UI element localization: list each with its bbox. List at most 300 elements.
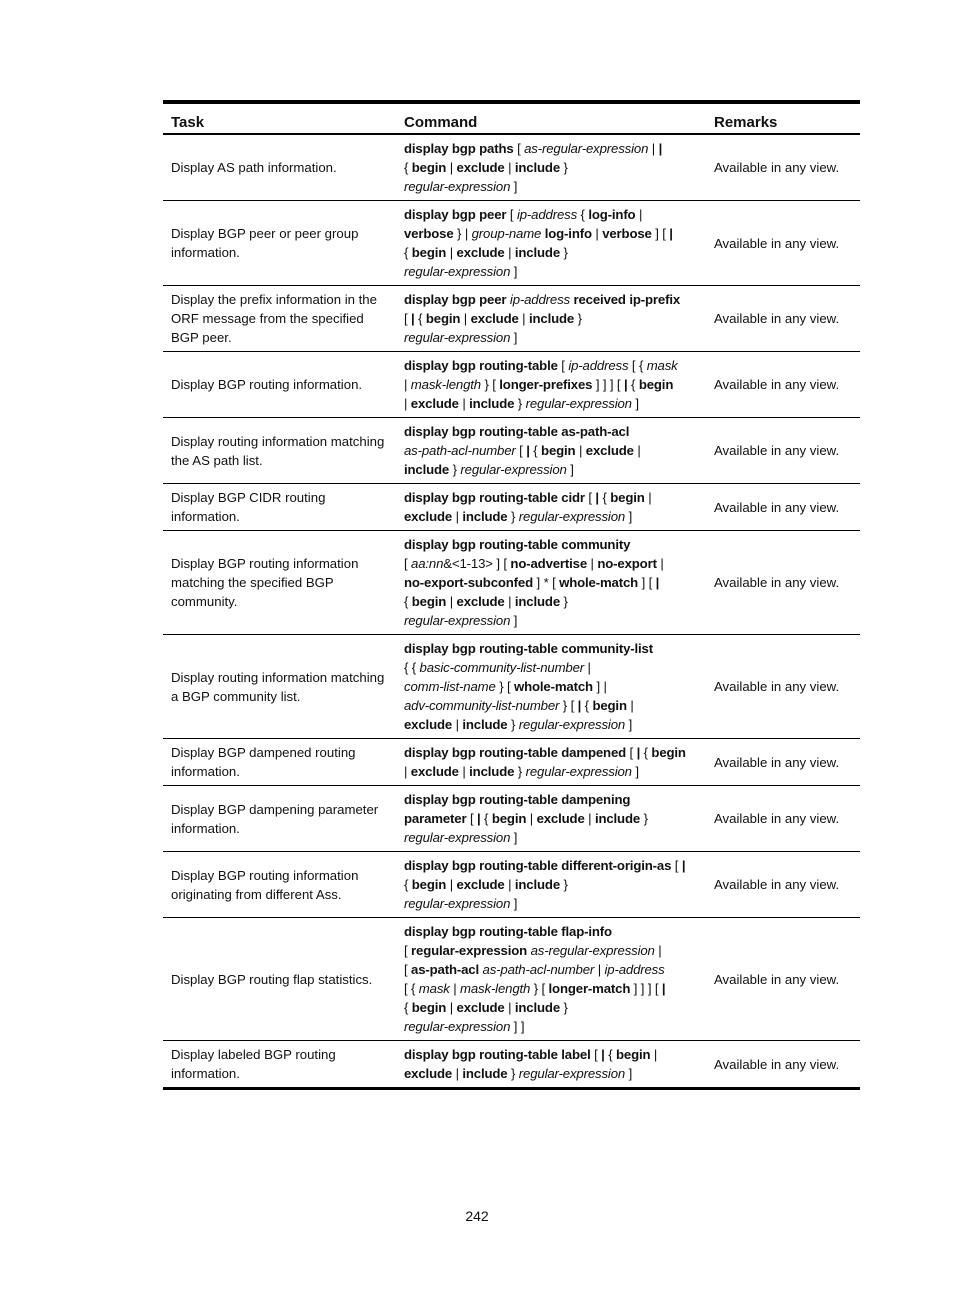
syntax-text: ] <box>510 330 518 345</box>
keyword-text: | <box>601 1047 605 1062</box>
command-line <box>404 856 698 875</box>
argument-text: ip-address <box>509 292 570 307</box>
remarks-cell: Available in any view. <box>706 531 860 635</box>
syntax-text: } <box>514 396 526 411</box>
syntax-text: ] <box>625 1066 633 1081</box>
syntax-text: { <box>627 377 639 392</box>
keyword-text: include <box>594 811 641 826</box>
keyword-text: exclude <box>456 877 505 892</box>
command-line <box>404 139 698 158</box>
syntax-text: ] <box>631 396 639 411</box>
syntax-text: | <box>626 698 634 713</box>
command-line <box>404 828 698 847</box>
keyword-text: display bgp routing-table cidr <box>404 490 585 505</box>
command-cell <box>396 531 706 635</box>
command-line <box>404 422 698 441</box>
syntax-text: ] <box>625 509 633 524</box>
argument-text: group-name <box>471 226 542 241</box>
syntax-text: { <box>581 698 593 713</box>
keyword-text: no-export-subconfed <box>404 575 534 590</box>
keyword-text: exclude <box>410 396 459 411</box>
syntax-text: [ <box>404 311 412 326</box>
keyword-text: log-info <box>588 207 636 222</box>
keyword-text: parameter <box>404 811 467 826</box>
syntax-text: } | <box>453 226 472 241</box>
command-line <box>404 356 698 375</box>
syntax-text: } <box>560 594 568 609</box>
keyword-text: | <box>577 698 582 713</box>
syntax-text: | <box>446 160 457 175</box>
command-line <box>404 941 698 960</box>
command-cell <box>396 418 706 484</box>
keyword-text: exclude <box>404 1066 453 1081</box>
syntax-text: ] ] ] [ <box>630 981 662 996</box>
command-line <box>404 507 698 526</box>
syntax-text: } <box>449 462 461 477</box>
syntax-text: | <box>452 717 463 732</box>
command-line <box>404 262 698 281</box>
syntax-text: | <box>446 1000 457 1015</box>
remarks-cell: Available in any view. <box>706 484 860 531</box>
command-line <box>404 875 698 894</box>
table-row <box>163 201 860 286</box>
command-table <box>163 100 860 1090</box>
command-line <box>404 1017 698 1036</box>
syntax-text: [ <box>557 358 569 373</box>
keyword-text: exclude <box>536 811 585 826</box>
syntax-text: | <box>446 877 457 892</box>
argument-text: mask <box>646 358 678 373</box>
argument-text: ip-address <box>516 207 578 222</box>
syntax-text: { <box>604 1047 616 1062</box>
task-cell: Display the prefix information in the ORF message from the specified BGP peer. <box>163 286 396 352</box>
task-cell: Display BGP routing information originating from different Ass. <box>163 852 396 918</box>
keyword-text: | <box>476 811 481 826</box>
keyword-text: exclude <box>456 594 505 609</box>
keyword-text: longer-match <box>548 981 631 996</box>
argument-text: as-path-acl-number <box>482 962 595 977</box>
task-cell: Display labeled BGP routing information. <box>163 1041 396 1089</box>
syntax-text: | <box>654 943 662 958</box>
argument-text: as-path-acl-number <box>404 443 516 458</box>
command-line <box>404 979 698 998</box>
syntax-text: { <box>414 311 426 326</box>
keyword-text: whole-match <box>514 679 593 694</box>
syntax-text: } [ <box>495 679 514 694</box>
argument-text: mask <box>418 981 450 996</box>
syntax-text: | <box>584 811 595 826</box>
command-cell <box>396 918 706 1041</box>
syntax-text: } [ <box>530 981 549 996</box>
keyword-text: regular-expression <box>411 943 528 958</box>
keyword-text: | <box>411 311 415 326</box>
command-line <box>404 177 698 196</box>
keyword-text: begin <box>592 698 627 713</box>
keyword-text: display bgp routing-table community <box>404 537 631 552</box>
keyword-text: verbose <box>404 226 454 241</box>
keyword-text: display bgp peer <box>404 292 507 307</box>
command-line <box>404 158 698 177</box>
syntax-text: { <box>480 811 492 826</box>
task-cell: Display BGP dampening parameter information. <box>163 786 396 852</box>
task-cell: Display BGP routing information matching the specified BGP community. <box>163 531 396 635</box>
argument-text: comm-list-name <box>404 679 496 694</box>
syntax-text: | <box>446 594 457 609</box>
keyword-text: | <box>661 981 666 996</box>
syntax-text: ] <box>510 830 518 845</box>
syntax-text: } <box>507 509 519 524</box>
command-cell <box>396 1041 706 1089</box>
syntax-text: | <box>518 311 529 326</box>
command-line <box>404 658 698 677</box>
command-line <box>404 554 698 573</box>
syntax-text: } <box>560 1000 568 1015</box>
argument-text: ip-address <box>568 358 629 373</box>
syntax-text: | <box>650 1047 658 1062</box>
keyword-text: begin <box>651 745 686 760</box>
syntax-text: [ <box>515 443 527 458</box>
keyword-text: begin <box>411 1000 447 1015</box>
argument-text: as-regular-expression <box>530 943 655 958</box>
keyword-text: include <box>404 462 450 477</box>
syntax-text: ] [ <box>638 575 656 590</box>
table-row <box>163 786 860 852</box>
table-body <box>163 134 860 1089</box>
syntax-text: ] <box>566 462 574 477</box>
command-line <box>404 375 698 394</box>
task-cell: Display routing information matching the AS path list. <box>163 418 396 484</box>
keyword-text: display bgp routing-table dampening <box>404 792 631 807</box>
keyword-text: include <box>514 594 561 609</box>
command-cell <box>396 484 706 531</box>
syntax-text: } <box>507 1066 519 1081</box>
syntax-text: ] <box>510 179 518 194</box>
command-line <box>404 922 698 941</box>
command-line <box>404 243 698 262</box>
keyword-text: begin <box>615 1047 651 1062</box>
remarks-cell: Available in any view. <box>706 1041 860 1089</box>
keyword-text: begin <box>425 311 461 326</box>
keyword-text: include <box>528 311 575 326</box>
command-line <box>404 592 698 611</box>
keyword-text: | <box>623 377 628 392</box>
syntax-text: | <box>526 811 537 826</box>
syntax-text: | <box>504 594 515 609</box>
syntax-text: | <box>449 981 461 996</box>
syntax-text: | <box>635 207 643 222</box>
syntax-text: | <box>460 311 471 326</box>
remarks-cell: Available in any view. <box>706 852 860 918</box>
keyword-text: no-advertise <box>510 556 588 571</box>
syntax-text: | <box>446 245 457 260</box>
keyword-text: | <box>595 490 599 505</box>
argument-text: regular-expression <box>525 764 632 779</box>
table-row <box>163 1041 860 1089</box>
task-cell: Display routing information matching a BGP community list. <box>163 635 396 739</box>
keyword-text: display bgp routing-table as-path-acl <box>404 424 630 439</box>
syntax-text: { <box>404 1000 412 1015</box>
remarks-cell: Available in any view. <box>706 134 860 201</box>
syntax-text: ] <box>625 717 633 732</box>
command-line <box>404 394 698 413</box>
header-remarks: Remarks <box>706 102 860 134</box>
table-row <box>163 134 860 201</box>
command-line <box>404 205 698 224</box>
argument-text: regular-expression <box>404 330 511 345</box>
keyword-text: begin <box>411 877 447 892</box>
keyword-text: | <box>636 745 641 760</box>
syntax-text: { <box>404 160 412 175</box>
keyword-text: | <box>658 141 663 156</box>
command-line <box>404 488 698 507</box>
syntax-text: | <box>452 1066 463 1081</box>
argument-text: regular-expression <box>525 396 632 411</box>
syntax-text: | <box>633 443 641 458</box>
syntax-text: | <box>404 396 411 411</box>
remarks-cell: Available in any view. <box>706 786 860 852</box>
keyword-text: exclude <box>410 764 459 779</box>
syntax-text: | <box>458 396 470 411</box>
table-row <box>163 531 860 635</box>
command-line <box>404 696 698 715</box>
table-row <box>163 286 860 352</box>
command-line <box>404 1064 698 1083</box>
syntax-text: { <box>529 443 542 458</box>
keyword-text: begin <box>610 490 645 505</box>
argument-text: regular-expression <box>518 509 626 524</box>
table-row <box>163 918 860 1041</box>
command-line <box>404 328 698 347</box>
table-row <box>163 852 860 918</box>
keyword-text: display bgp routing-table flap-info <box>404 924 612 939</box>
syntax-text: | <box>656 556 664 571</box>
syntax-text: [ <box>506 207 517 222</box>
keyword-text: received ip-prefix <box>573 292 681 307</box>
command-line <box>404 1045 698 1064</box>
syntax-text: [ { <box>404 981 419 996</box>
header-command: Command <box>396 102 706 134</box>
command-line <box>404 441 698 460</box>
keyword-text: display bgp routing-table dampened <box>404 745 627 760</box>
syntax-text: [ <box>671 858 682 873</box>
syntax-text: [ <box>584 490 596 505</box>
command-cell <box>396 635 706 739</box>
syntax-text: { <box>404 594 412 609</box>
command-cell <box>396 739 706 786</box>
syntax-text: [ <box>513 141 525 156</box>
argument-text: aa:nn <box>411 556 444 571</box>
argument-text: regular-expression <box>404 264 511 279</box>
keyword-text: include <box>469 396 515 411</box>
task-cell: Display BGP routing flap statistics. <box>163 918 396 1041</box>
command-cell <box>396 852 706 918</box>
syntax-text: | <box>591 226 603 241</box>
command-line <box>404 535 698 554</box>
keyword-text: exclude <box>456 160 505 175</box>
keyword-text: whole-match <box>559 575 639 590</box>
command-line <box>404 309 698 328</box>
remarks-cell: Available in any view. <box>706 418 860 484</box>
keyword-text: exclude <box>585 443 634 458</box>
argument-text: regular-expression <box>404 613 511 628</box>
argument-text: regular-expression <box>404 179 511 194</box>
syntax-text: { <box>640 745 652 760</box>
remarks-cell: Available in any view. <box>706 286 860 352</box>
keyword-text: | <box>681 858 686 873</box>
syntax-text: | <box>644 490 652 505</box>
keyword-text: include <box>469 764 515 779</box>
syntax-text: [ <box>466 811 477 826</box>
keyword-text: begin <box>541 443 576 458</box>
command-line <box>404 611 698 630</box>
syntax-text: } [ <box>480 377 500 392</box>
syntax-text: | <box>575 443 586 458</box>
argument-text: basic-community-list-number <box>419 660 585 675</box>
command-line <box>404 460 698 479</box>
syntax-text: { <box>404 877 412 892</box>
syntax-text: ] <box>510 264 518 279</box>
syntax-text: } <box>640 811 648 826</box>
syntax-text: | <box>584 660 591 675</box>
command-line <box>404 224 698 243</box>
syntax-text: ] | <box>592 679 607 694</box>
syntax-text: { <box>577 207 589 222</box>
command-line <box>404 715 698 734</box>
keyword-text: as-path-acl <box>411 962 480 977</box>
remarks-cell: Available in any view. <box>706 739 860 786</box>
command-line <box>404 894 698 913</box>
keyword-text: begin <box>411 160 447 175</box>
argument-text: regular-expression <box>404 830 511 845</box>
table-header-row <box>163 102 860 134</box>
syntax-text: | <box>648 141 659 156</box>
keyword-text: begin <box>411 594 447 609</box>
keyword-text: exclude <box>404 717 453 732</box>
syntax-text: [ <box>626 745 637 760</box>
syntax-text: | <box>404 764 411 779</box>
task-cell: Display BGP peer or peer group information. <box>163 201 396 286</box>
keyword-text: display bgp routing-table label <box>404 1047 591 1062</box>
syntax-text: ] <box>631 764 639 779</box>
argument-text: adv-community-list-number <box>404 698 560 713</box>
task-cell: Display BGP routing information. <box>163 352 396 418</box>
syntax-text: { <box>598 490 611 505</box>
remarks-cell: Available in any view. <box>706 352 860 418</box>
command-line <box>404 573 698 592</box>
argument-text: regular-expression <box>460 462 567 477</box>
keyword-text: display bgp peer <box>404 207 507 222</box>
argument-text: ip-address <box>604 962 665 977</box>
syntax-text: &<1-13> ] [ <box>443 556 511 571</box>
keyword-text: longer-prefixes <box>499 377 593 392</box>
keyword-text: include <box>514 245 561 260</box>
table-row <box>163 635 860 739</box>
argument-text: mask-length <box>410 377 481 392</box>
keyword-text: include <box>514 877 561 892</box>
syntax-text: { <box>404 245 412 260</box>
syntax-text: ] <box>510 896 518 911</box>
argument-text: regular-expression <box>518 1066 626 1081</box>
task-cell: Display BGP CIDR routing information. <box>163 484 396 531</box>
syntax-text: [ <box>404 556 412 571</box>
syntax-text: } <box>514 764 526 779</box>
task-cell: Display AS path information. <box>163 134 396 201</box>
keyword-text: exclude <box>456 1000 505 1015</box>
syntax-text: ] ] ] [ <box>592 377 624 392</box>
remarks-cell: Available in any view. <box>706 918 860 1041</box>
syntax-text: ] ] <box>510 1019 525 1034</box>
syntax-text: } <box>507 717 519 732</box>
syntax-text: | <box>504 877 515 892</box>
syntax-text: | <box>504 1000 515 1015</box>
keyword-text: display bgp paths <box>404 141 514 156</box>
table-row <box>163 739 860 786</box>
command-line <box>404 998 698 1017</box>
syntax-text: } <box>560 245 568 260</box>
command-line <box>404 762 698 781</box>
task-cell: Display BGP dampened routing information. <box>163 739 396 786</box>
syntax-text: [ <box>404 943 412 958</box>
argument-text: as-regular-expression <box>524 141 649 156</box>
remarks-cell: Available in any view. <box>706 201 860 286</box>
syntax-text: | <box>504 160 515 175</box>
keyword-text: begin <box>638 377 674 392</box>
keyword-text: exclude <box>456 245 505 260</box>
syntax-text: | <box>594 962 605 977</box>
keyword-text: include <box>462 717 508 732</box>
syntax-text: | <box>504 245 515 260</box>
syntax-text: ] * [ <box>533 575 560 590</box>
syntax-text: | <box>404 377 411 392</box>
keyword-text: exclude <box>470 311 519 326</box>
keyword-text: log-info <box>544 226 592 241</box>
remarks-cell: Available in any view. <box>706 635 860 739</box>
keyword-text: include <box>514 1000 561 1015</box>
syntax-text: | <box>458 764 470 779</box>
syntax-text: ] [ <box>651 226 670 241</box>
header-task: Task <box>163 102 396 134</box>
command-cell <box>396 352 706 418</box>
page-number: 242 <box>465 1208 489 1224</box>
keyword-text: | <box>669 226 673 241</box>
syntax-text: | <box>587 556 598 571</box>
keyword-text: begin <box>411 245 447 260</box>
keyword-text: verbose <box>602 226 652 241</box>
command-line <box>404 290 698 309</box>
keyword-text: include <box>462 509 508 524</box>
command-line <box>404 790 698 809</box>
syntax-text: } <box>560 877 568 892</box>
command-line <box>404 743 698 762</box>
syntax-text: ] <box>510 613 518 628</box>
command-line <box>404 809 698 828</box>
keyword-text: include <box>514 160 561 175</box>
keyword-text: begin <box>491 811 527 826</box>
command-line <box>404 677 698 696</box>
argument-text: regular-expression <box>518 717 626 732</box>
keyword-text: | <box>655 575 660 590</box>
syntax-text: [ { <box>628 358 647 373</box>
syntax-text: [ <box>590 1047 602 1062</box>
syntax-text: } <box>574 311 582 326</box>
syntax-text: } <box>560 160 568 175</box>
argument-text: regular-expression <box>404 896 511 911</box>
syntax-text: | <box>452 509 463 524</box>
command-cell <box>396 201 706 286</box>
keyword-text: display bgp routing-table community-list <box>404 641 653 656</box>
table-row <box>163 418 860 484</box>
keyword-text: display bgp routing-table different-origin-as <box>404 858 672 873</box>
